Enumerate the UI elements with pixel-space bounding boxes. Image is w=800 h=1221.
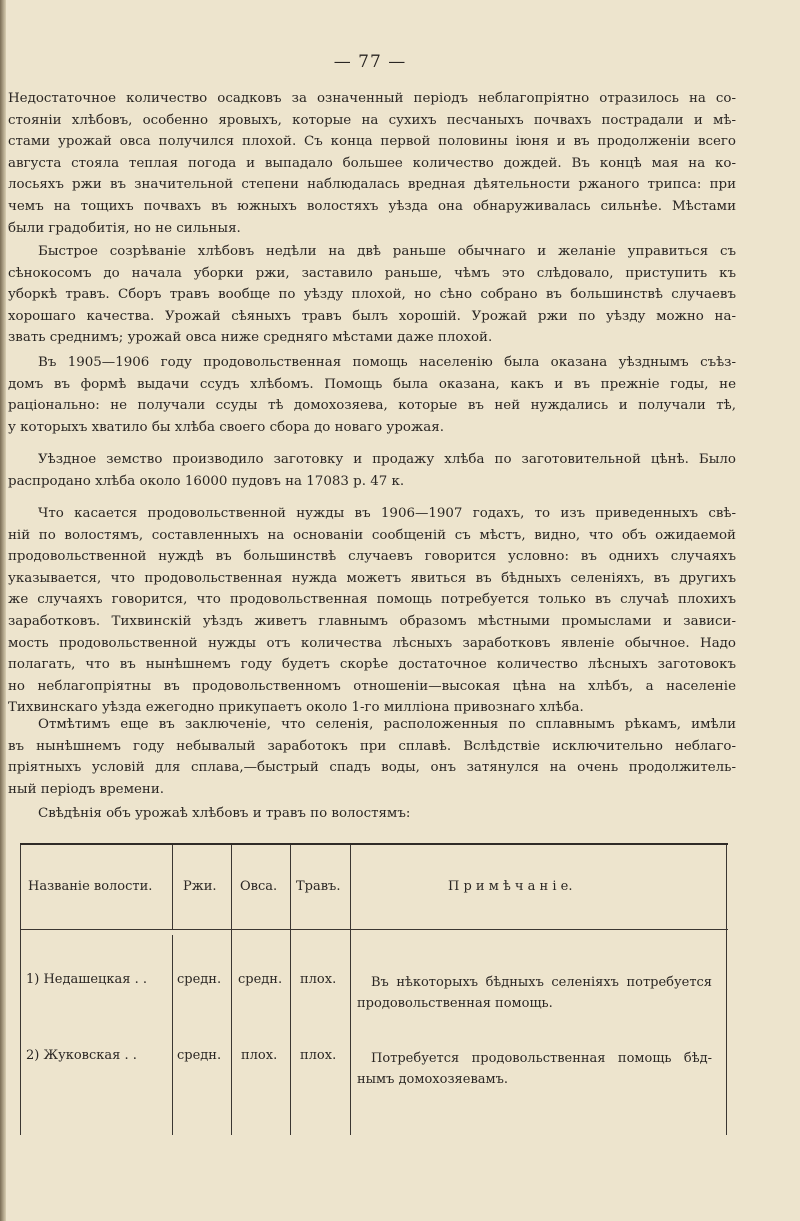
table-border-left — [20, 845, 21, 1135]
paragraph-2 — [8, 241, 736, 349]
page-number: — 77 — — [333, 52, 407, 72]
text-line: полагать, что въ нынѣшнемъ году будетъ скорѣе достаточное количество лѣсныхъ заготовокъ — [8, 657, 736, 673]
text-line: августа стояла теплая погода и выпадало большее количество дождей. Въ концѣ мая на ко- — [8, 155, 736, 171]
text-line: стами урожай овса получился плохой. Съ конца первой половины іюня и въ продолженіи всего — [8, 134, 736, 150]
text-line: но неблагопріятны въ продовольственномъ отношеніи—высокая цѣна на хлѣбъ, а населеніе — [8, 678, 736, 694]
text-line: лосьяхъ ржи въ значительной степени наблюдалась вредная дѣятельности ржаного трипса: при — [8, 177, 736, 193]
text-line: стояніи хлѣбовъ, особенно яровыхъ, которые на сухихъ песчаныхъ почвахъ пострадали и мѣ- — [8, 112, 736, 128]
column-divider — [172, 845, 173, 929]
text-line: были градобитія, но не сильныя. — [8, 220, 241, 236]
text-line: указывается, что продовольственная нужда можетъ явиться въ бѣдныхъ селеніяхъ, въ другихъ — [8, 570, 736, 586]
note-line: продовольственная помощь. — [357, 996, 553, 1011]
text-line: ный періодъ времени. — [8, 781, 165, 797]
header-volost: Названіе волости. — [28, 879, 153, 894]
header-rye: Ржи. — [183, 879, 217, 894]
row-2-note — [357, 1048, 712, 1090]
text-line: Быстрое созрѣваніе хлѣбовъ недѣли на двѣ раньше обычнаго и желаніе управиться съ — [38, 244, 736, 259]
text-line: продовольственной нуждѣ въ большинствѣ случаевъ говорится условно: въ однихъ случаяхъ — [8, 549, 736, 565]
paragraph-6 — [8, 714, 736, 800]
text-line: Уѣздное земство производило заготовку и продажу хлѣба по заготовительной цѣнѣ. Было — [38, 452, 736, 467]
text-line: сѣнокосомъ до начала уборки ржи, заставило раньше, чѣмъ это слѣдовало, приступить къ — [8, 265, 736, 281]
row-2-rye: средн. — [177, 1048, 222, 1063]
column-divider — [172, 935, 173, 1135]
text-line: же случаяхъ говорится, что продовольственная помощь потребуется только въ случаѣ плохихъ — [8, 592, 736, 608]
text-line: у которыхъ хватило бы хлѣба своего сбора до новаго урожая. — [8, 419, 444, 435]
column-divider — [231, 845, 232, 1135]
row-2-volost: 2) Жуковская . . — [26, 1048, 137, 1063]
header-divider — [20, 929, 728, 930]
header-note: П р и м ѣ ч а н і е. — [448, 879, 573, 894]
paragraph-5 — [8, 503, 736, 719]
header-grass: Травъ. — [296, 879, 341, 894]
text-line: распродано хлѣба около 16000 пудовъ на 17083 р. 47 к. — [8, 473, 405, 489]
text-line: Что касается продовольственной нужды въ 1906—1907 годахъ, то изъ приведенныхъ свѣ- — [38, 506, 736, 521]
page-binding-edge — [0, 0, 6, 1221]
text-line: чемъ на тощихъ почвахъ въ южныхъ волостяхъ уѣзда она обнаруживалась сильнѣе. Мѣстами — [8, 198, 736, 214]
row-2-oats: плох. — [241, 1048, 278, 1063]
text-line: Въ 1905—1906 году продовольственная помощь населенію была оказана уѣзднымъ съѣз- — [38, 355, 736, 370]
table-heading: Свѣдѣнія объ урожаѣ хлѣбовъ и травъ по волостямъ: — [38, 806, 411, 821]
text-line: раціонально: не получали ссуды тѣ домохозяева, которые въ ней нуждались и получали тѣ, — [8, 398, 736, 414]
paragraph-4 — [8, 449, 736, 492]
text-line: хорошаго качества. Урожай сѣяныхъ травъ былъ хорошій. Урожай ржи по уѣзду можно на- — [8, 308, 736, 324]
row-2-grass: плох. — [300, 1048, 337, 1063]
text-line: Недостаточное количество осадковъ за означенный періодъ неблагопріятно отразилось на со- — [8, 91, 736, 106]
column-divider — [350, 845, 351, 1135]
table-border-right — [726, 845, 727, 1135]
note-line: Потребуется продовольственная помощь бѣд- — [371, 1051, 712, 1066]
harvest-table — [20, 843, 728, 1135]
text-line: пріятныхъ условій для сплава,—быстрый спадъ воды, онъ затянулся на очень продолжитель- — [8, 760, 736, 776]
text-line: уборкѣ травъ. Сборъ травъ вообще по уѣзду плохой, но сѣно собрано въ большинствѣ случаевъ — [8, 287, 736, 303]
paragraph-3 — [8, 352, 736, 438]
header-oats: Овса. — [240, 879, 278, 894]
text-line: въ нынѣшнемъ году небывалый заработокъ при сплавѣ. Вслѣдствіе исключительно неблаго- — [8, 738, 736, 754]
note-line: нымъ домохозяевамъ. — [357, 1072, 509, 1087]
row-1-rye: средн. — [177, 972, 222, 987]
paragraph-1 — [8, 88, 736, 239]
text-line: Отмѣтимъ еще въ заключеніе, что селенія, расположенныя по сплавнымъ рѣкамъ, имѣли — [38, 717, 736, 732]
text-line: ній по волостямъ, составленныхъ на основаніи сообщеній съ мѣстъ, видно, что объ ожидаемой — [8, 527, 736, 543]
column-divider — [290, 845, 291, 1135]
note-line: Въ нѣкоторыхъ бѣдныхъ селеніяхъ потребуется — [371, 975, 712, 990]
row-1-note — [357, 972, 712, 1014]
row-1-oats: средн. — [238, 972, 283, 987]
text-line: мость продовольственной нужды отъ количества лѣсныхъ заработковъ явленіе обычное. Надо — [8, 635, 736, 651]
text-line: Тихвинскаго уѣзда ежегодно прикупаетъ около 1-го милліона привознаго хлѣба. — [8, 700, 584, 716]
text-line: домъ въ формѣ выдачи ссудъ хлѣбомъ. Помощь была оказана, какъ и въ прежніе годы, не — [8, 376, 736, 392]
row-1-grass: плох. — [300, 972, 337, 987]
text-line: звать среднимъ; урожай овса ниже средняго мѣстами даже плохой. — [8, 330, 493, 346]
row-1-volost: 1) Недашецкая . . — [26, 972, 148, 987]
text-line: заработковъ. Тихвинскій уѣздъ живетъ главнымъ образомъ мѣстными промыслами и зависи- — [8, 613, 736, 629]
